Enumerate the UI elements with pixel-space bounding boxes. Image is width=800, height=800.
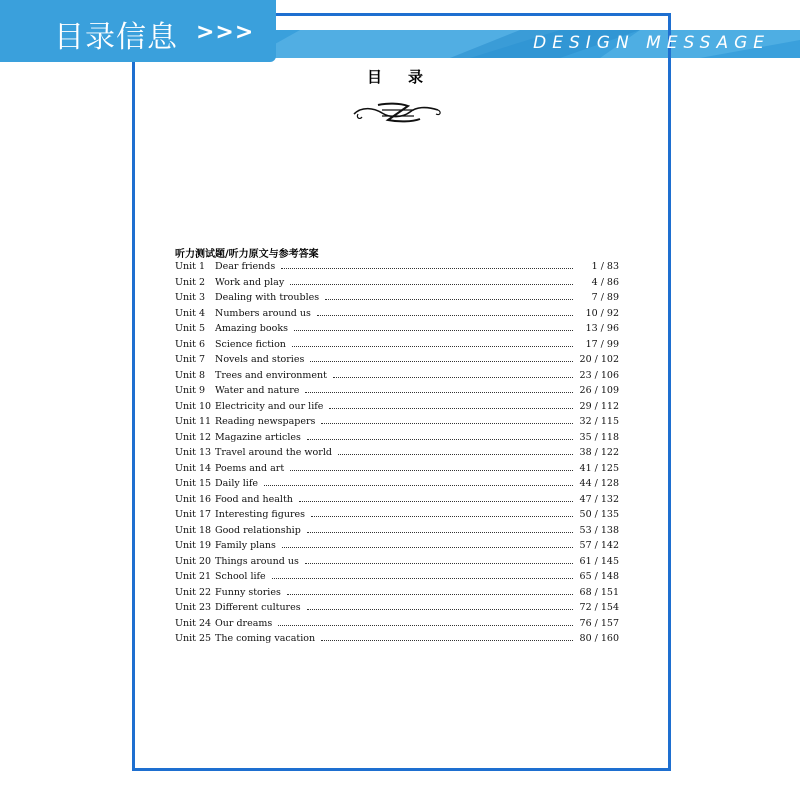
banner-title: 目录信息 (54, 20, 178, 55)
toc-row[interactable] (175, 447, 619, 463)
toc-unit: Unit 20 (175, 555, 212, 567)
toc-unit: Unit 8 (175, 369, 206, 381)
toc-pages: 68 / 151 (579, 586, 619, 598)
flourish-ornament-icon (352, 100, 444, 126)
toc-unit: Unit 3 (175, 292, 206, 303)
toc-leader (299, 500, 573, 502)
toc-row[interactable] (175, 354, 619, 370)
toc-row[interactable] (175, 633, 619, 649)
toc-unit: Unit 7 (175, 354, 206, 365)
toc-pages: 32 / 115 (579, 416, 619, 427)
toc-title: Electricity and our life (215, 400, 324, 412)
toc-leader (325, 298, 573, 300)
toc-title: Science fiction (215, 338, 286, 350)
toc-list (175, 261, 619, 649)
banner-tab (0, 0, 276, 62)
toc-unit: Unit 21 (175, 571, 212, 582)
toc-leader (338, 453, 573, 455)
toc-pages: 7 / 89 (591, 292, 619, 303)
toc-leader (311, 515, 573, 517)
toc-leader (292, 345, 573, 347)
toc-unit: Unit 13 (175, 447, 212, 458)
toc-unit: Unit 5 (175, 323, 206, 334)
toc-pages: 47 / 132 (579, 493, 619, 505)
toc-unit: Unit 9 (175, 385, 206, 396)
toc-row[interactable] (175, 463, 619, 479)
toc-unit: Unit 18 (175, 524, 212, 536)
toc-leader (307, 531, 573, 533)
toc-pages: 26 / 109 (579, 385, 619, 396)
toc-unit: Unit 25 (175, 633, 212, 644)
toc-pages: 4 / 86 (591, 276, 619, 288)
toc-row[interactable] (175, 494, 619, 510)
toc-row[interactable] (175, 618, 619, 634)
toc-unit: Unit 12 (175, 431, 212, 443)
toc-pages: 76 / 157 (579, 617, 619, 629)
toc-leader (321, 422, 573, 424)
toc-unit: Unit 24 (175, 617, 212, 629)
toc-title: Novels and stories (215, 354, 305, 365)
toc-title: Poems and art (215, 462, 285, 474)
toc-unit: Unit 15 (175, 478, 212, 489)
toc-pages: 61 / 145 (579, 555, 619, 567)
toc-title: Water and nature (215, 385, 300, 396)
toc-title: Travel around the world (215, 447, 332, 458)
toc-row[interactable] (175, 602, 619, 618)
toc-pages: 13 / 96 (585, 323, 619, 334)
toc-leader (290, 469, 573, 471)
toc-title: Funny stories (215, 586, 281, 598)
toc-leader (329, 407, 573, 409)
toc-row[interactable] (175, 509, 619, 525)
toc-leader (264, 484, 573, 486)
toc-pages: 20 / 102 (579, 354, 619, 365)
toc-leader (321, 639, 573, 641)
toc-title: Numbers around us (215, 307, 311, 319)
toc-title: Things around us (215, 555, 299, 567)
toc-leader (278, 624, 573, 626)
toc-title: Magazine articles (215, 431, 301, 443)
toc-title: Food and health (215, 493, 293, 505)
toc-pages: 53 / 138 (579, 524, 619, 536)
section-title: 听力测试题/听力原文与参考答案 (175, 249, 319, 260)
toc-title: Family plans (215, 540, 276, 551)
toc-title: Daily life (215, 478, 258, 489)
toc-unit: Unit 17 (175, 509, 212, 520)
toc-leader (287, 593, 573, 595)
toc-row[interactable] (175, 308, 619, 324)
toc-leader (307, 438, 573, 440)
toc-pages: 41 / 125 (579, 462, 619, 474)
toc-row[interactable] (175, 556, 619, 572)
toc-leader (290, 283, 573, 285)
toc-title: Work and play (215, 276, 285, 288)
toc-leader (317, 314, 573, 316)
toc-title: Different cultures (215, 602, 301, 613)
toc-title: School life (215, 571, 266, 582)
toc-row[interactable] (175, 370, 619, 386)
toc-leader (310, 360, 573, 362)
toc-unit: Unit 2 (175, 276, 206, 288)
toc-pages: 44 / 128 (579, 478, 619, 489)
toc-row[interactable] (175, 571, 619, 587)
toc-leader (307, 608, 573, 610)
toc-pages: 50 / 135 (579, 509, 619, 520)
toc-title: The coming vacation (215, 633, 316, 644)
toc-row[interactable] (175, 385, 619, 401)
toc-title: Interesting figures (215, 509, 305, 520)
toc-row[interactable] (175, 478, 619, 494)
toc-row[interactable] (175, 416, 619, 432)
toc-pages: 72 / 154 (579, 602, 619, 613)
toc-unit: Unit 11 (175, 416, 212, 427)
toc-leader (272, 577, 573, 579)
banner-arrows: >>> (196, 20, 255, 45)
toc-pages: 80 / 160 (579, 633, 619, 644)
toc-title: Reading newspapers (215, 416, 316, 427)
toc-row[interactable] (175, 277, 619, 293)
toc-unit: Unit 22 (175, 586, 212, 598)
toc-pages: 23 / 106 (579, 369, 619, 381)
toc-title: Dear friends (215, 261, 276, 272)
toc-leader (282, 546, 573, 548)
toc-unit: Unit 4 (175, 307, 206, 319)
toc-pages: 57 / 142 (579, 540, 619, 551)
toc-pages: 1 / 83 (591, 261, 619, 272)
toc-pages: 38 / 122 (579, 447, 619, 458)
toc-title: Our dreams (215, 617, 273, 629)
toc-leader (294, 329, 573, 331)
toc-leader (281, 267, 573, 269)
toc-leader (333, 376, 573, 378)
toc-unit: Unit 19 (175, 540, 212, 551)
toc-title: Good relationship (215, 524, 301, 536)
toc-unit: Unit 16 (175, 493, 212, 505)
toc-unit: Unit 6 (175, 338, 206, 350)
toc-title: Dealing with troubles (215, 292, 320, 303)
toc-row[interactable] (175, 525, 619, 541)
toc-unit: Unit 23 (175, 602, 212, 613)
toc-pages: 35 / 118 (579, 431, 619, 443)
toc-row[interactable] (175, 292, 619, 308)
toc-title: Amazing books (215, 323, 288, 334)
toc-row[interactable] (175, 323, 619, 339)
toc-title: Trees and environment (215, 369, 327, 381)
toc-row[interactable] (175, 540, 619, 556)
banner-subtitle: DESIGN MESSAGE (533, 33, 770, 53)
toc-row[interactable] (175, 261, 619, 277)
toc-leader (305, 562, 573, 564)
toc-row[interactable] (175, 587, 619, 603)
toc-leader (305, 391, 573, 393)
toc-unit: Unit 10 (175, 400, 212, 412)
page-title: 目录 (367, 68, 450, 86)
toc-pages: 29 / 112 (579, 400, 619, 412)
toc-row[interactable] (175, 401, 619, 417)
toc-unit: Unit 14 (175, 462, 212, 474)
toc-pages: 65 / 148 (579, 571, 619, 582)
toc-pages: 10 / 92 (585, 307, 619, 319)
toc-pages: 17 / 99 (585, 338, 619, 350)
toc-row[interactable] (175, 339, 619, 355)
toc-unit: Unit 1 (175, 261, 206, 272)
toc-row[interactable] (175, 432, 619, 448)
